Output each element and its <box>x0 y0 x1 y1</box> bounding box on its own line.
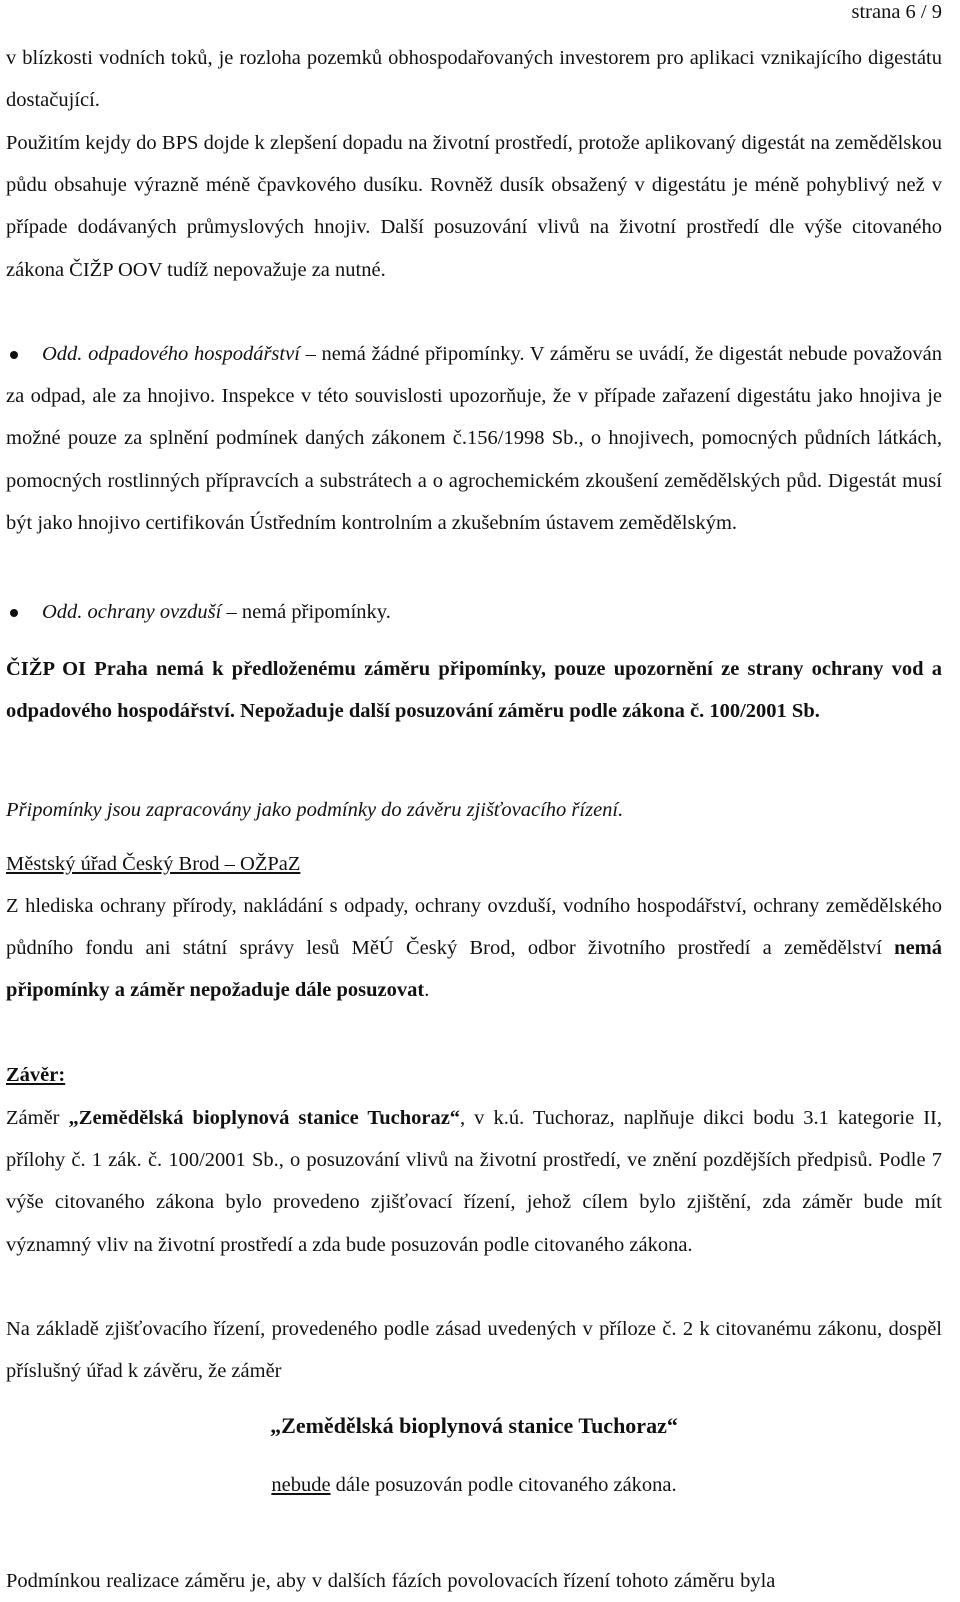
paragraph-slurry-use: Použitím kejdy do BPS dojde k zlepšení dopadu na životní prostředí, protože aplikovaný digestát na zemědělskou půdu obsahuje výrazně méně čpavkového dusíku. Rovněž dusík obsažený v digestátu je méně pohyblivý než v případe dodávaných průmyslových hnojiv. Další posuzování vlivů na životní prostředí dle výše citovaného zákona ČIŽP OOV tudíž nepovažuje za nutné. <box>6 132 942 281</box>
project-title-inline: „Zemědělská bioplynová stanice Tuchoraz“ <box>68 1107 461 1129</box>
bullet-waste-department <box>6 333 942 544</box>
conclusion-text: Záměr <box>6 1107 69 1129</box>
note-conditions: Připomínky jsou zapracovány jako podmínky do závěru zjišťovacího řízení. <box>6 799 624 821</box>
mu-paragraph <box>6 885 942 1012</box>
verdict <box>6 1468 942 1502</box>
page-number: strana 6 / 9 <box>851 1 942 23</box>
cizp-summary: ČIŽP OI Praha nemá k předloženému záměru připomínky, pouze upozornění ze strany ochrany vod a odpadového hospodářství. Nepožaduje další posuzování záměru podle zákona č. 100/2001 Sb. <box>6 658 942 723</box>
department-comment: – nemá žádné připomínky. V záměru se uvádí, že digestát nebude považován za odpad, ale za hnojivo. Inspekce v této souvislosti upozorňuje, že v případe zařazení digestátu jako hnojiva je možné pouze za splnění podmínek daných zákonem č.156/1998 Sb., o hnojivech, pomocných půdních látkách, pomocných rostlinných přípravcích a substrátech a o agrochemickém zkoušení zemědělských půd. Digestát musí být jako hnojivo certifikován Ústředním kontrolním a zkušebním ústavem zemědělským. <box>6 343 942 534</box>
bullet-waste-text <box>6 333 942 544</box>
bullet-air-text <box>6 591 942 633</box>
mu-text-end: . <box>424 979 430 1002</box>
verdict-text: dále posuzován podle citovaného zákona. <box>330 1474 677 1496</box>
conclusion-paragraph-1 <box>6 1097 942 1266</box>
conclusion-text-rest: , v k.ú. Tuchoraz, naplňuje dikci bodu 3.1 kategorie II, přílohy č. 1 zák. č. 100/2001 Sb., o posuzování vlivů na životní prostředí, ve znění pozdějších předpisů. Podle 7 výše citovaného zákona bylo provedeno zjišťovací řízení, jehož cílem bylo zjištění, zda záměr bude mít významný vliv na životní prostředí a zda bude posuzován podle citovaného zákona. <box>6 1107 942 1256</box>
bullet-icon <box>10 351 18 359</box>
department-name: Odd. ochrany ovzduší <box>42 601 222 623</box>
mu-text: Z hlediska ochrany přírody, nakládání s odpady, ochrany ovzduší, vodního hospodářství, ochrany zemědělského půdního fondu ani státní správy lesů MěÚ Český Brod, odbor životního prostředí a zemědělství <box>6 895 942 960</box>
project-title: „Zemědělská bioplynová stanice Tuchoraz“ <box>270 1413 678 1438</box>
paragraph-land-area: v blízkosti vodních toků, je rozloha pozemků obhospodařovaných investorem pro aplikaci vznikajícího digestátu dostačující. <box>6 47 942 112</box>
department-comment: – nemá připomínky. <box>221 601 391 623</box>
conclusion-heading: Závěr: <box>6 1064 66 1086</box>
bullet-air-department <box>6 591 942 633</box>
mu-text-bold: nemá připomínky a záměr nepožaduje dále posuzovat <box>6 937 942 1002</box>
mu-heading: Městský úřad Český Brod – OŽPaZ <box>6 853 301 875</box>
conclusion-paragraph-2: Na základě zjišťovacího řízení, provedeného podle zásad uvedených v příloze č. 2 k citovanému zákonu, dospěl příslušný úřad k závěru, že záměr <box>6 1318 942 1383</box>
verdict-word: nebude <box>271 1474 331 1496</box>
department-name: Odd. odpadového hospodářství <box>42 343 300 365</box>
last-line: Podmínkou realizace záměru je, aby v dalších fázích povolovacích řízení tohoto záměru byla <box>6 1570 776 1592</box>
bullet-icon <box>10 609 18 617</box>
